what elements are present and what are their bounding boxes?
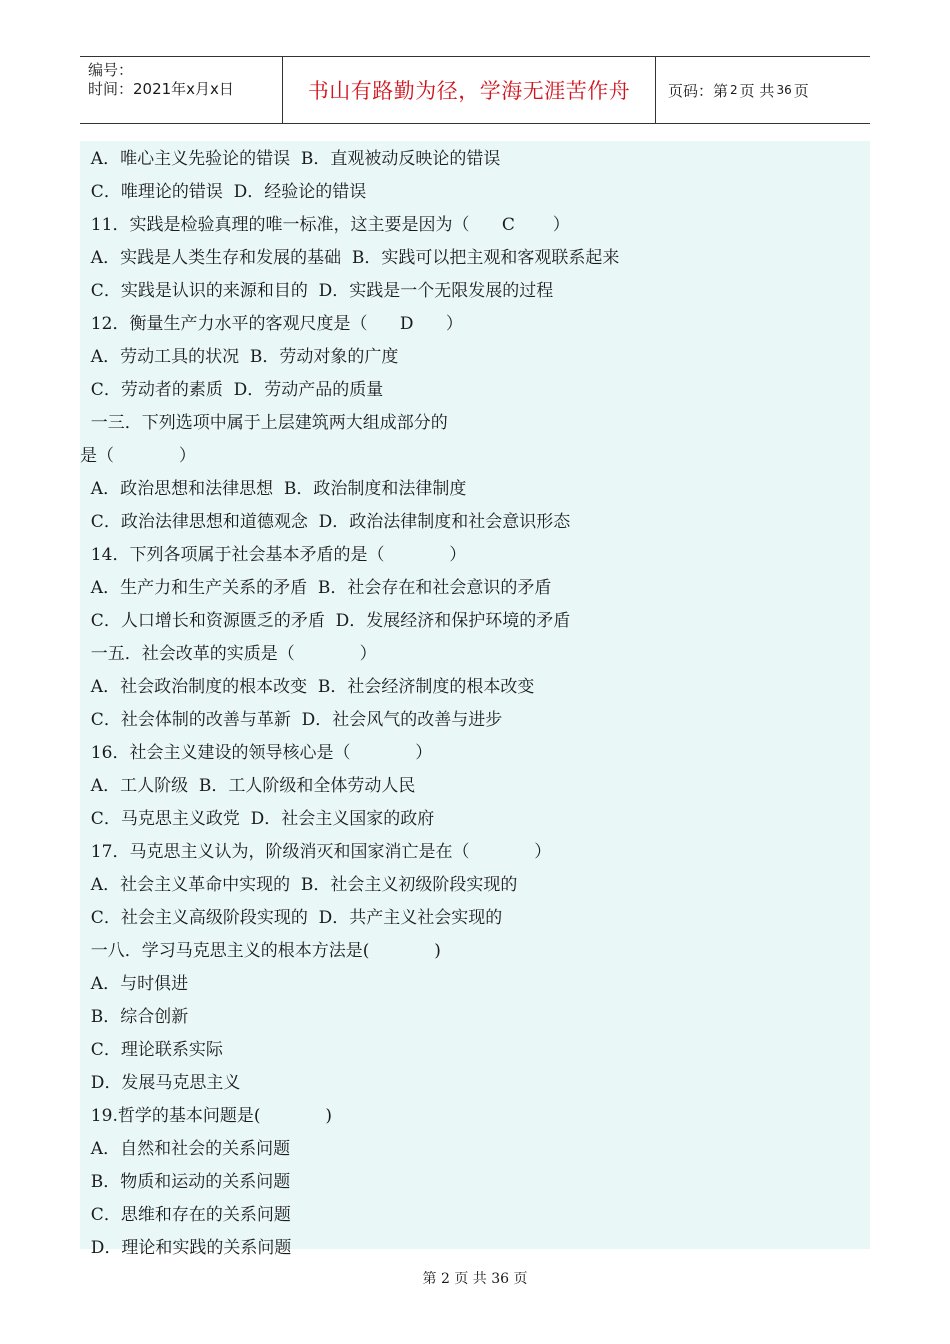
text-line: 一三．下列选项中属于上层建筑两大组成部分的 — [80, 413, 448, 433]
text-line: 19.哲学的基本问题是( ) — [80, 1106, 332, 1126]
text-line: 17．马克思主义认为，阶级消灭和国家消亡是在（ ） — [80, 842, 552, 862]
text-line: 11．实践是检验真理的唯一标准，这主要是因为（ C ） — [80, 215, 570, 235]
text-line: A．自然和社会的关系问题 — [80, 1139, 291, 1159]
header-page-current: 2 — [730, 83, 738, 97]
text-line: 12．衡量生产力水平的客观尺度是（ D ） — [80, 314, 463, 334]
text-line: A．社会主义革命中实现的 B．社会主义初级阶段实现的 — [80, 875, 518, 895]
header-motto: 书山有路勤为径，学海无涯苦作舟 — [283, 57, 656, 123]
text-line: C．劳动者的素质 D．劳动产品的质量 — [80, 380, 384, 400]
footer-page-current: 2 — [440, 1271, 450, 1287]
text-line: C．社会主义高级阶段实现的 D．共产主义社会实现的 — [80, 908, 503, 928]
text-line: C．社会体制的改善与革新 D．社会风气的改善与进步 — [80, 710, 503, 730]
text-line: A．唯心主义先验论的错误 B．直观被动反映论的错误 — [80, 149, 501, 169]
text-line: C．政治法律思想和道德观念 D．政治法律制度和社会意识形态 — [80, 512, 571, 532]
document-time-label: 时间：2021年x月x日 — [88, 80, 234, 98]
header-page-prefix: 页码：第 — [668, 81, 729, 100]
text-line: A．生产力和生产关系的矛盾 B．社会存在和社会意识的矛盾 — [80, 578, 552, 598]
page-header — [80, 56, 870, 124]
page-footer — [0, 1268, 950, 1288]
footer-prefix: 第 — [422, 1271, 437, 1287]
header-page-info — [656, 57, 870, 123]
header-page-mid: 页 共 — [739, 81, 775, 100]
text-line: C．实践是认识的来源和目的 D．实践是一个无限发展的过程 — [80, 281, 554, 301]
text-line: 14．下列各项属于社会基本矛盾的是（ ） — [80, 545, 467, 565]
footer-mid: 页 共 — [454, 1271, 487, 1287]
text-line: D．发展马克思主义 — [80, 1073, 241, 1093]
text-line: B．物质和运动的关系问题 — [80, 1172, 291, 1192]
header-meta — [80, 57, 283, 123]
document-number-label: 编号： — [88, 61, 134, 79]
header-page-suffix: 页 — [793, 81, 809, 100]
text-line: D．理论和实践的关系问题 — [80, 1238, 292, 1258]
footer-page-total: 36 — [491, 1271, 510, 1287]
text-line: C．马克思主义政党 D．社会主义国家的政府 — [80, 809, 435, 829]
footer-suffix: 页 — [513, 1271, 528, 1287]
text-line: A．实践是人类生存和发展的基础 B．实践可以把主观和客观联系起来 — [80, 248, 620, 268]
question-content — [80, 141, 870, 1258]
text-line: C．理论联系实际 — [80, 1040, 223, 1060]
text-line: A．工人阶级 B．工人阶级和全体劳动人民 — [80, 776, 416, 796]
text-line: 一五．社会改革的实质是（ ） — [80, 644, 377, 664]
text-line: A．社会政治制度的根本改变 B．社会经济制度的根本改变 — [80, 677, 535, 697]
text-line: C．唯理论的错误 D．经验论的错误 — [80, 182, 367, 202]
text-line: C．人口增长和资源匮乏的矛盾 D．发展经济和保护环境的矛盾 — [80, 611, 571, 631]
text-line: A．政治思想和法律思想 B．政治制度和法律制度 — [80, 479, 467, 499]
text-line: B．综合创新 — [80, 1007, 189, 1027]
header-page-total: 36 — [776, 83, 792, 97]
text-line: 16．社会主义建设的领导核心是（ ） — [80, 743, 433, 763]
text-line: 是（ ） — [80, 446, 196, 466]
text-line: 一八．学习马克思主义的根本方法是( ) — [80, 941, 441, 961]
text-line: A．劳动工具的状况 B．劳动对象的广度 — [80, 347, 399, 367]
text-line: C．思维和存在的关系问题 — [80, 1205, 291, 1225]
text-line: A．与时俱进 — [80, 974, 189, 994]
